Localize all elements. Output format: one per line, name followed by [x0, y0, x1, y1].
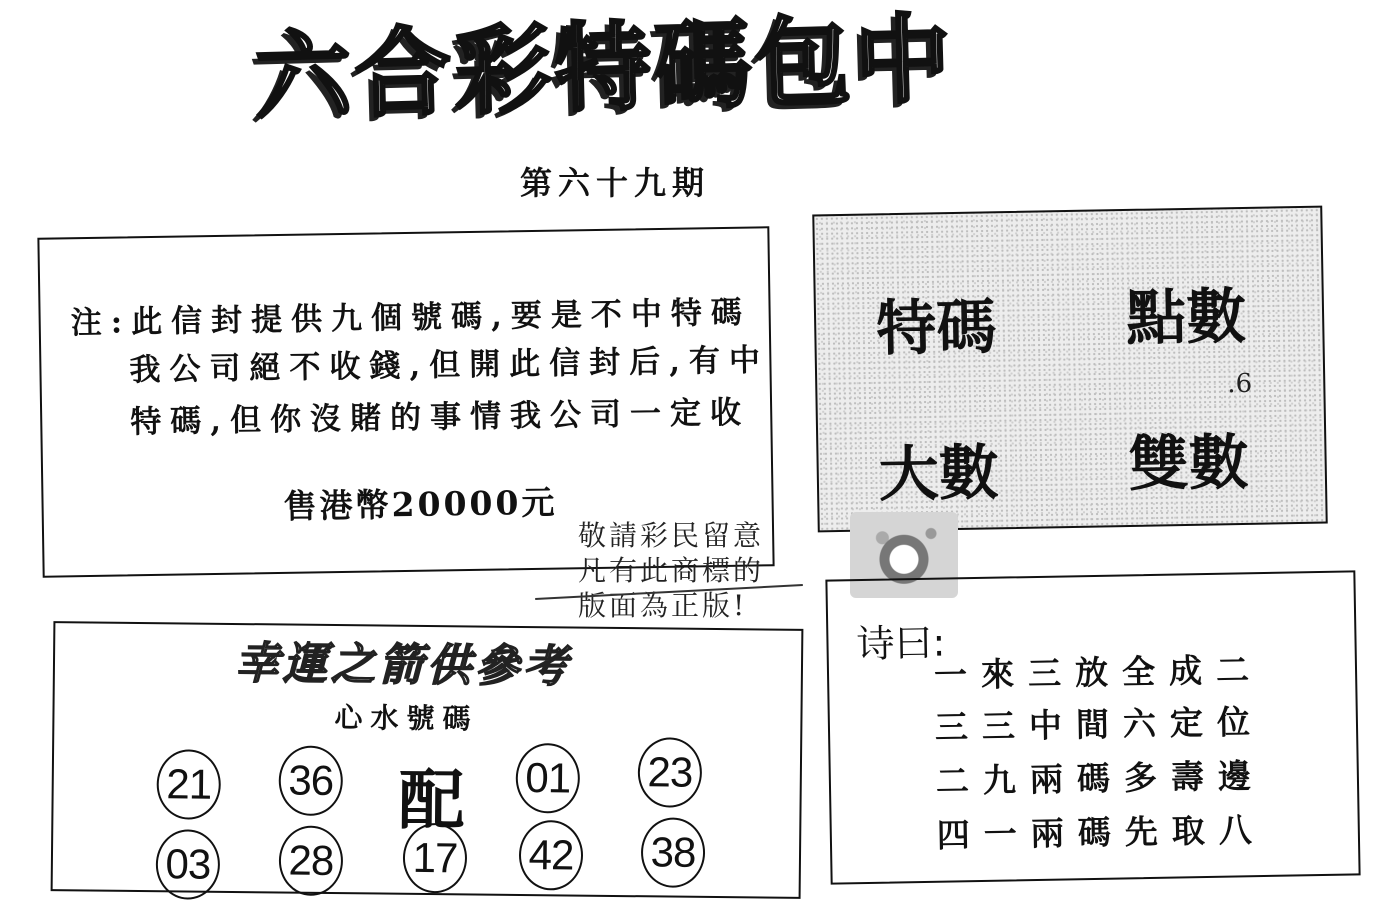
number-ball: 36 [278, 745, 343, 816]
issue-number: 第六十九期 [520, 164, 711, 202]
poem-box [825, 570, 1360, 884]
poem-line-3: 二九兩碼多壽邊 [935, 756, 1266, 801]
note-line-1: 注:此信封提供九個號碼,要是不中特碼 [70, 294, 752, 342]
poem-line-4: 四一兩碼先取八 [936, 810, 1267, 855]
poem-line-2: 三三中間六定位 [934, 702, 1265, 747]
lucky-box [51, 621, 804, 899]
price-text: 售港幣20000元 [283, 482, 558, 526]
note-line-2: 我公司絕不收錢,但開此信封后,有中 [129, 342, 770, 389]
special-item-code: 特碼 [875, 292, 997, 365]
poem-label: 诗曰: [856, 620, 946, 667]
special-item-even: 雙數 [1128, 427, 1250, 500]
notice-line-2: 凡有此商標的 [578, 554, 765, 587]
page-title: 六合彩特碼包中 [253, 3, 957, 134]
note-line-3: 特碼,但你沒賭的事情我公司一定收 [130, 394, 751, 441]
number-ball: 17 [403, 823, 468, 894]
lucky-title: 幸運之箭供參考 [234, 637, 572, 693]
special-item-points: 點數 [1125, 281, 1247, 355]
number-ball: 38 [641, 817, 706, 888]
lucky-subtitle: 心水號碼 [334, 701, 479, 736]
number-ball: 01 [515, 743, 580, 814]
pair-label: 配 [398, 760, 465, 840]
number-ball: 21 [156, 749, 221, 820]
poem-line-1: 一來三放全成二 [933, 650, 1264, 695]
trademark-notice [578, 518, 764, 623]
number-ball: 28 [279, 825, 344, 896]
notice-line-1: 敬請彩民留意 [578, 519, 765, 552]
number-ball: 23 [638, 737, 703, 808]
special-note-number: .6 [1227, 368, 1253, 400]
special-box [812, 206, 1327, 533]
special-item-big: 大數 [878, 438, 1000, 511]
notice-line-3: 版面為正版! [578, 589, 748, 622]
number-ball: 03 [156, 829, 221, 900]
number-ball: 42 [519, 820, 584, 891]
